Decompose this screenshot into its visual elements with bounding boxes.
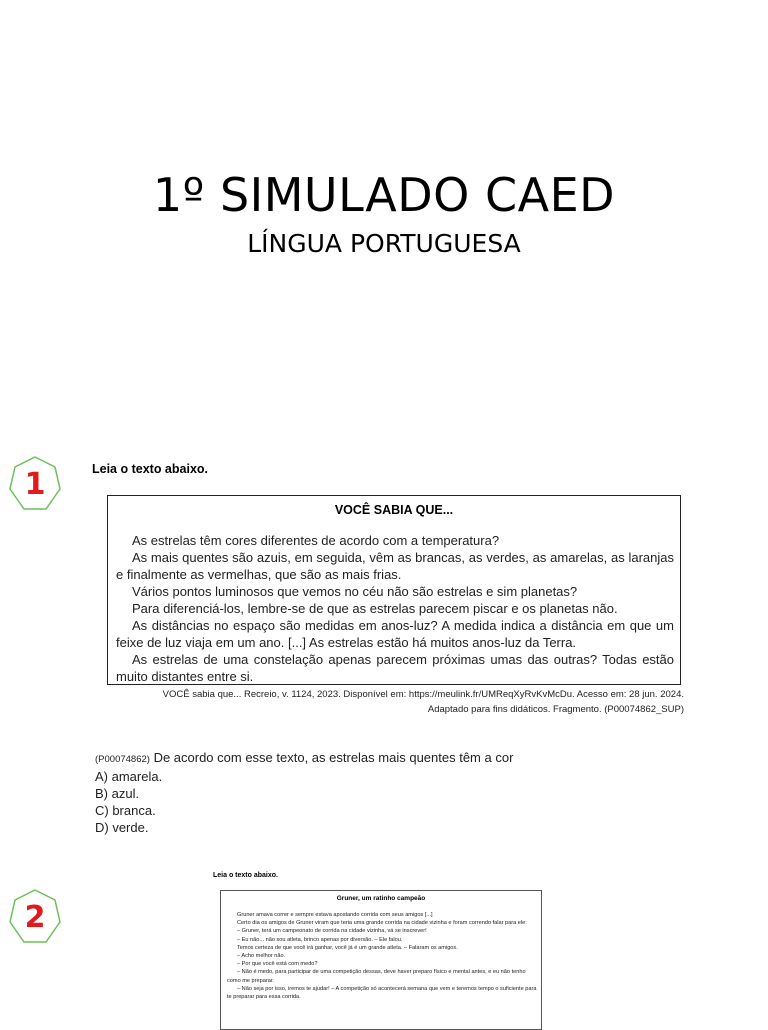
text-box-title: Gruner, um ratinho campeão [336,895,426,902]
instruction-text: Leia o texto abaixo. [92,462,209,476]
paragraph: Para diferenciá-los, lembre-se de que as estrelas parecem piscar e os planetas não. [132,601,618,616]
paragraph: – Não é medo, para participar de uma competição dessas, deve haver preparo físico e mental antes, e eu não tenho como me preparar. [227,969,526,984]
instruction-text: Leia o texto abaixo. [213,872,278,879]
paragraph: – Por que você está com medo? [237,961,318,968]
page-title: 1º SIMULADO CAED [152,168,616,222]
answer-option-d[interactable]: D) verde. [95,820,149,835]
paragraph: – Eu não... não sou atleta, brinco apenas por diversão. – Ele falou. [237,936,403,943]
paragraph: As distâncias no espaço são medidas em anos-luz? A medida indica a distância em que um feixe de luz viaja em um ano. [...] As estrelas estão há muitos anos-luz da Terra. [116,618,674,650]
question-number-badge-2 [8,888,62,946]
answer-option-c[interactable]: C) branca. [95,803,156,818]
source-citation: VOCÊ sabia que... Recreio, v. 1124, 2023. Disponível em: https://meulink.fr/UMReqXyRvKvMcDu. Acesso em: 28 jun. 2024. [162,689,684,700]
question-code: (P00074862) [95,754,150,765]
text-box [107,495,681,685]
question-number: 1 [24,466,46,502]
paragraph: Certo dia os amigos de Gruner viram que teria uma grande corrida na cidade vizinha e foram correndo falar para ele: [237,920,527,927]
paragraph: Vários pontos luminosos que vemos no céu não são estrelas e sim planetas? [132,584,578,599]
text-body [227,911,537,1001]
paragraph: As mais quentes são azuis, em seguida, vêm as brancas, as verdes, as amarelas, as laranjas e finalmente as vermelhas, que são as mais frias. [116,550,674,582]
source-note: Adaptado para fins didáticos. Fragmento. (P00074862_SUP) [427,704,684,715]
text-body [116,532,674,685]
paragraph: Temos certeza de que você irá ganhar, você já é um grande atleta. – Falaram os amigos. [237,944,458,951]
paragraph: – Gruner, terá um campeonato de corrida na cidade vizinha, vá se inscrever! [237,928,427,935]
answer-option-a[interactable]: A) amarela. [95,769,163,784]
question-stem [95,750,513,765]
answer-option-b[interactable]: B) azul. [95,786,140,801]
text-box [220,890,542,1030]
question-text: De acordo com esse texto, as estrelas mais quentes têm a cor [153,750,514,765]
paragraph: – Não seja por isso, iremos te ajudar! – A competição só acontecerá semana que vem e teremos tempo o suficiente para te preparar para essa corrida. [227,985,537,1001]
text-box-title: VOCÊ SABIA QUE... [334,503,454,517]
paragraph: Gruner amava correr e sempre estava apostando corrida com seus amigos [...] [237,912,433,918]
paragraph: As estrelas de uma constelação apenas parecem próximas umas das outras? Todas estão muito distantes entre si. [116,652,674,684]
page-subtitle: LÍNGUA PORTUGUESA [247,229,521,258]
paragraph: As estrelas têm cores diferentes de acordo com a temperatura? [132,533,500,548]
answer-options [95,768,162,836]
question-number-badge-1 [8,455,62,513]
paragraph: – Acho melhor não. [237,953,286,960]
question-number: 2 [24,899,46,935]
